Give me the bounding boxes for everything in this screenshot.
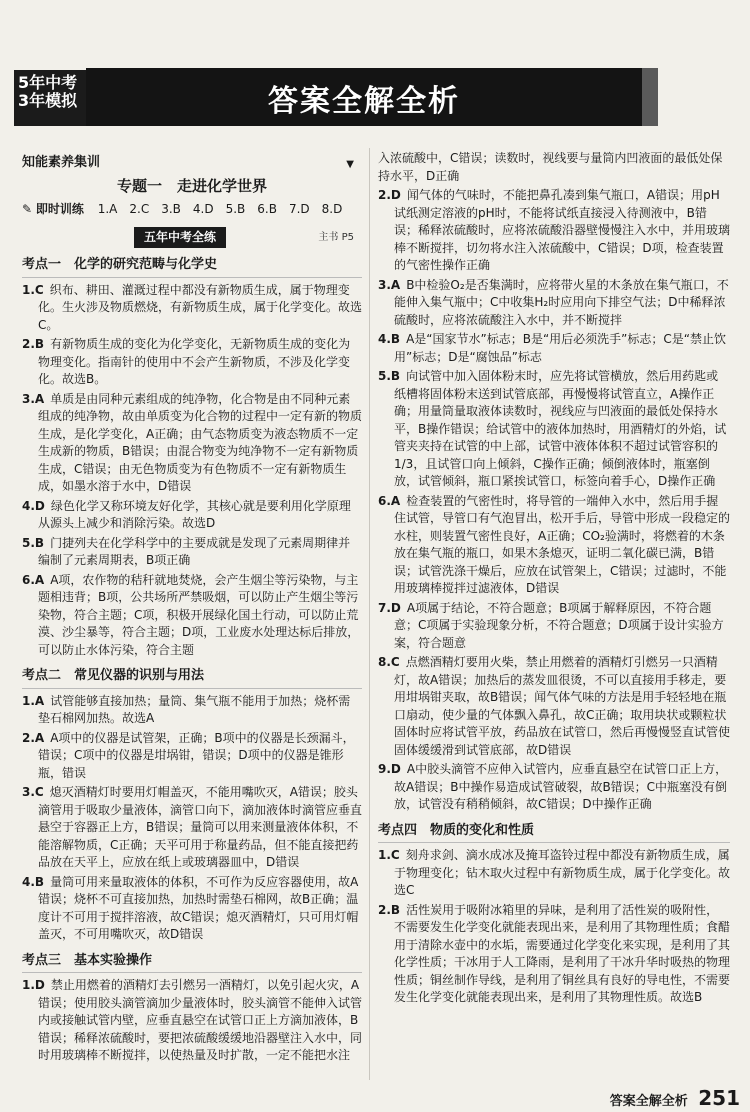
answer-number: 8.C	[378, 655, 400, 669]
answer-number: 5.B	[22, 535, 45, 550]
answer-item	[22, 730, 362, 783]
kd3-heading: 考点三 基本实验操作	[22, 952, 362, 974]
answer-item	[22, 391, 362, 496]
answer-item	[378, 654, 730, 759]
answer-item	[22, 784, 362, 872]
answer-number: 2.B	[378, 902, 401, 917]
answer-number: 6.A	[22, 572, 45, 587]
logo-line-2: 3年模拟	[18, 91, 78, 110]
kd4-heading: 考点四 物质的变化和性质	[378, 822, 730, 844]
answer-text: 禁止用燃着的酒精灯去引燃另一酒精灯，以免引起火灾，A错误；使用胶头滴管滴加少量液体时，胶头滴管不能伸入试管内或接触试管内壁，应垂直悬空在试管口正上方滴加液体，B错误；稀释浓硫酸时，要把浓硫酸缓缓地沿器壁注入水中，同时用玻璃棒不断搅拌，以使热量及时扩散，一定不能把水注	[38, 978, 363, 1062]
answer-text: A项中的仪器是试管架，正确；B项中的仪器是长颈漏斗，错误；C项中的仪器是坩埚钳，错误；D项中的仪器是锥形瓶，错误	[38, 730, 355, 780]
brand-logo	[14, 70, 88, 126]
column-divider	[369, 148, 370, 1080]
answer-text: A中胶头滴管不应伸入试管内，应垂直悬空在试管口正上方，故A错误；B中操作易造成试管破裂，故B错误；C中瓶塞没有倒放，试管没有稍稍倾斜，故C错误；D中操作正确	[394, 762, 728, 811]
answer-item	[378, 277, 730, 330]
answer-text: 量筒可用来量取液体的体积，不可作为反应容器使用，故A错误；烧杯不可直接加热，加热时需垫石棉网，故B正确；温度计不可用于搅拌溶液，故C错误；熄灭酒精灯，只可用灯帽盖灭，不可用嘴吹灭，故D错误	[38, 874, 359, 941]
answer-number: 2.B	[22, 337, 45, 351]
answer-text: A项属于结论，不符合题意；B项属于解释原因，不符合题意；C项属于实验现象分析，不符合题意；D项属于设计实验方案，符合题意	[394, 600, 724, 650]
answer-number: 5.B	[378, 369, 401, 383]
answer-text: 有新物质生成的变化为化学变化，无新物质生成的变化为物理变化。指南针的使用中不会产生新物质，不涉及化学变化。故选B。	[38, 337, 351, 386]
page-header	[0, 0, 750, 128]
answer-text: B中检验O₂是否集满时，应将带火星的木条放在集气瓶口，不能伸入集气瓶中；C中收集H₂时应用向下排空气法；D中稀释浓硫酸时，应将浓硫酸注入水中，并不断搅拌	[394, 277, 729, 327]
banner-edge	[642, 68, 658, 126]
topic-title: 专题一 走进化学世界	[116, 176, 267, 195]
instant-training-answers: 1.A 2.C 3.B 4.D 5.B 6.B 7.D 8.D	[97, 202, 343, 216]
answer-number: 2.D	[378, 188, 401, 202]
kd1-list	[22, 282, 362, 660]
continued-answer: 入浓硫酸中，C错误；读数时，视线要与量筒内凹液面的最低处保持水平，D正确	[378, 151, 723, 183]
page-title: 答案全解全析	[268, 84, 460, 119]
answer-item	[22, 693, 362, 728]
instant-training	[22, 201, 362, 219]
kd2-heading: 考点二 常见仪器的识别与用法	[22, 667, 362, 689]
answer-text: 检查装置的气密性时，将导管的一端伸入水中，然后用手握住试管，导管口有气泡冒出，松开手后，导管中形成一段稳定的水柱，则装置气密性良好，A正确；CO₂验满时，将燃着的木条放在集气瓶的瓶口，如果木条熄灭，证明二氧化碳已满，B错误；试管洗涤干燥后，应放在试管架上，C错误；过滤时，不能用玻璃棒搅拌过滤液体，D错误	[394, 493, 731, 595]
kd3-list	[22, 977, 362, 1065]
answer-text: 织布、耕田、灌溉过程中都没有新物质生成，属于物理变化。生火涉及物质燃烧，有新物质生成，属于化学变化。故选C。	[38, 282, 363, 332]
answer-item	[378, 902, 730, 1007]
footer-label: 答案全解全析	[609, 1094, 688, 1109]
answer-item	[378, 331, 730, 366]
answer-number: 4.B	[378, 332, 401, 346]
page-footer	[610, 1086, 740, 1110]
right-list	[378, 187, 730, 814]
answer-item	[22, 572, 362, 660]
section-heading-text: 知能素养集训	[22, 155, 101, 170]
answer-item	[378, 368, 730, 491]
answer-item	[378, 761, 730, 814]
logo-line-1: 5年中考	[18, 73, 78, 92]
instant-training-label: 即时训练	[35, 202, 84, 216]
answer-text: A是“国家节水”标志；B是“用后必须洗手”标志；C是“禁止饮用”标志；D是“腐蚀品”标志	[394, 332, 726, 364]
exam-badge: 五年中考全练	[134, 227, 226, 249]
answer-text: 刻舟求剑、滴水成冰及掩耳盗铃过程中都没有新物质生成，属于物理变化；钻木取火过程中有新物质生成，属于化学变化。故选C	[394, 848, 731, 897]
answer-number: 1.C	[378, 848, 400, 862]
answer-number: 3.A	[378, 277, 401, 292]
answer-text: 闻气体的气味时，不能把鼻孔凑到集气瓶口，A错误；用pH试纸测定溶液的pH时，不能将试纸直接浸入待测液中，B错误；稀释浓硫酸时，应将浓硫酸沿器壁慢慢注入水中，并用玻璃棒不断搅拌，切勿将水注入浓硫酸中，C错误；D项，检查装置的气密性操作正确	[394, 188, 731, 272]
title-banner	[86, 68, 642, 126]
answer-number: 7.D	[378, 600, 401, 615]
kd4-list	[378, 847, 730, 1007]
answer-number: 4.B	[22, 874, 45, 889]
exam-badge-row	[22, 227, 362, 249]
answer-item	[378, 847, 730, 900]
answer-number: 4.D	[22, 498, 45, 513]
answer-text: 门捷列夫在化学科学中的主要成就是发现了元素周期律并编制了元素周期表，B项正确	[38, 535, 351, 567]
answer-item	[378, 187, 730, 275]
answer-text: 试管能够直接加热；量筒、集气瓶不能用于加热；烧杯需垫石棉网加热。故选A	[38, 693, 351, 725]
kd1-heading: 考点一 化学的研究范畴与化学史	[22, 256, 362, 278]
pencil-icon: ✎	[22, 202, 33, 216]
answer-text: A项，农作物的秸秆就地焚烧，会产生烟尘等污染物，与主题相违背；B项，公共场所严禁吸烟，可以防止产生烟尘等污染物，符合主题；C项，积极开展绿化国土行动，可以防止荒漠、沙尘暴等，符合主题；D项，工业废水处理达标后排放，可以防止水体污染，符合主题	[38, 572, 360, 657]
answer-number: 1.D	[22, 978, 45, 992]
kd2-list	[22, 693, 362, 944]
left-column	[22, 150, 362, 1067]
answer-number: 3.C	[22, 785, 44, 799]
answer-number: 2.A	[22, 730, 45, 745]
answer-item	[22, 874, 362, 944]
answer-item	[22, 977, 362, 1065]
answer-item	[378, 600, 730, 653]
page-number: 251	[698, 1086, 740, 1110]
answer-text: 绿色化学又称环境友好化学，其核心就是要利用化学原理从源头上减少和消除污染。故选D	[38, 498, 351, 530]
answer-number: 1.C	[22, 282, 44, 297]
answer-text: 单质是由同种元素组成的纯净物，化合物是由不同种元素组成的纯净物，故由单质变为化合物的过程中一定有新的物质生成，是化学变化，A正确；由气态物质变为液态物质不一定生成新的物质，B错误；由混合物变为纯净物不一定有新物质生成，C错误；由无色物质变为有色物质不一定有新物质生成，如墨水溶于水中，D错误	[38, 391, 363, 493]
triangle-down-icon: ▼	[346, 159, 354, 170]
answer-text: 熄灭酒精灯时要用灯帽盖灭，不能用嘴吹灭，A错误；胶头滴管用于吸取少量液体，滴管口向下，滴加液体时滴管应垂直悬空于容器正上方，B错误；量筒可以用来测量液体体积，不能溶解物质，C正确；天平可用于称量药品，但不能直接把药品放在天平上，应放在纸上或玻璃器皿中，D错误	[38, 785, 363, 869]
answer-text: 向试管中加入固体粉末时，应先将试管横放，然后用药匙或纸槽将固体粉末送到试管底部，再慢慢将试管直立，A操作正确；用量筒量取液体读数时，视线应与凹液面的最低处保持水平，B操作错误；给试管中的液体加热时，用酒精灯的外焰，试管夹夹持在试管的中上部，试管中液体体积不超过试管容积的1/3，且试管口向上倾斜，C操作正确；倾倒液体时，瓶塞倒放，试管倾斜，瓶口紧挨试管口，标签向着手心，D操作正确	[394, 369, 727, 488]
right-column	[378, 150, 730, 1009]
answer-number: 3.A	[22, 391, 45, 406]
answer-item	[22, 336, 362, 389]
answer-number: 9.D	[378, 762, 401, 776]
answer-item	[22, 535, 362, 570]
answer-text: 活性炭用于吸附冰箱里的异味，是利用了活性炭的吸附性，不需要发生化学变化就能表现出来，是利用了其物理性质；食醋用于清除水壶中的水垢，需要通过化学变化来实现，是利用了其化学性质；干冰用于人工降雨，是利用了干冰升华时吸热的物理性质；铜丝制作导线，是利用了铜丝具有良好的导电性，不需要发生化学变化就能表现出来，是利用了其物理性质。故选B	[394, 902, 731, 1004]
answer-item	[22, 498, 362, 533]
answer-number: 1.A	[22, 693, 45, 708]
page-reference: 主书 P5	[318, 231, 354, 243]
answer-number: 6.A	[378, 493, 401, 508]
answer-text: 点燃酒精灯要用火柴，禁止用燃着的酒精灯引燃另一只酒精灯，故A错误；加热后的蒸发皿很烫，不可以直接用手移走，要用坩埚钳夹取，故B错误；闻气体气味的方法是用手轻轻地在瓶口扇动，使少量的气体飘入鼻孔，故C正确；取用块状或颗粒状固体时应将试管平放，药品放在试管口，然后再慢慢竖直试管使固体缓缓滑到试管底部，故D错误	[394, 655, 731, 757]
answer-item	[22, 282, 362, 335]
answer-item	[378, 493, 730, 598]
section-heading	[22, 154, 362, 172]
